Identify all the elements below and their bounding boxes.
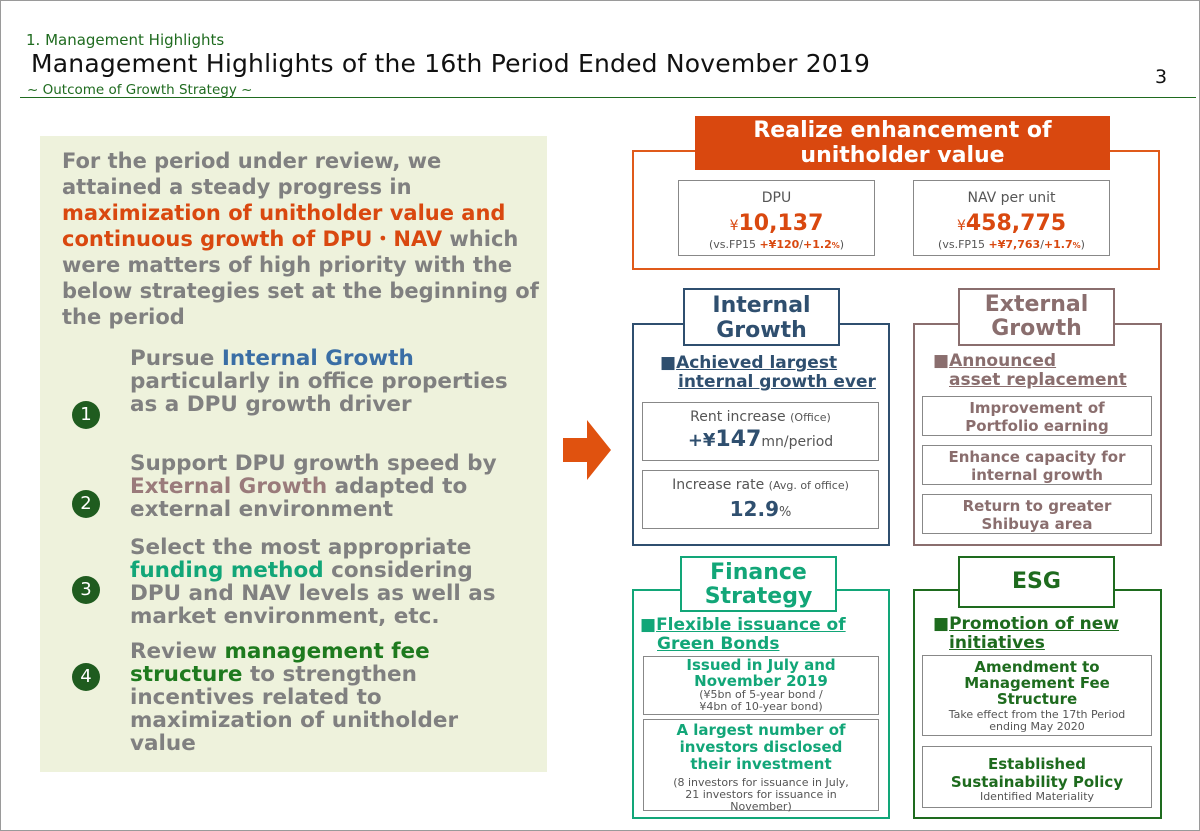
strategy-1-key: Internal Growth [221, 346, 414, 371]
nav-number: 458,775 [965, 211, 1067, 236]
title-divider [20, 97, 1196, 98]
increase-rate-value: 12.9% [729, 497, 792, 521]
nav-yen: ¥ [956, 218, 966, 234]
external-growth-bullet: ■Announced asset replacement [933, 351, 1127, 390]
dpu-value [679, 212, 874, 238]
rent-increase-value: +¥147mn/period [687, 427, 834, 452]
strategy-4 [130, 640, 530, 755]
internal-growth-title: Internal Growth [683, 288, 840, 346]
dpu-note: (vs.FP15 +¥120/+1.2%) [708, 238, 845, 251]
page-title: Management Highlights of the 16th Period Ended November 2019 [31, 49, 871, 78]
nav-label: NAV per unit [967, 190, 1056, 206]
strategy-2-pre: Support DPU growth speed by [130, 451, 497, 476]
section-label: 1. Management Highlights [26, 31, 225, 49]
dpu-label: DPU [761, 190, 792, 206]
strategy-2-key: External Growth [130, 474, 328, 499]
intro-text [62, 148, 542, 330]
strategy-1-pre: Pursue [130, 346, 222, 371]
finance-strategy-title: Finance Strategy [680, 556, 837, 612]
strategy-number-2: 2 [72, 490, 100, 518]
rent-increase-card: Rent increase (Office) +¥147mn/period [642, 402, 879, 461]
unitholder-header-line2: unitholder value [800, 143, 1005, 168]
external-item-1: Improvement of Portfolio earning [922, 396, 1152, 436]
investor-disclosure-card: A largest number of investors disclosed their investment (8 investors for issuance in July, 21 investors for issuance in November) [643, 719, 879, 811]
strategy-number-3: 3 [72, 576, 100, 604]
nav-card [913, 180, 1110, 256]
dpu-yen: ¥ [729, 218, 739, 234]
dpu-card [678, 180, 875, 256]
strategy-number-1: 1 [72, 401, 100, 429]
green-bond-issuance-card: Issued in July and November 2019 (¥5bn of 5-year bond / ¥4bn of 10-year bond) [643, 656, 879, 715]
internal-growth-bullet: ■Achieved largest internal growth ever [660, 353, 876, 392]
page-subtitle: ~ Outcome of Growth Strategy ~ [27, 82, 253, 98]
intro-highlight: maximization of unitholder value and continuous growth of DPU・NAV [62, 201, 506, 251]
esg-bullet: ■Promotion of new initiatives [933, 614, 1119, 653]
strategy-1-post: particularly in office properties as a DPU growth driver [130, 369, 508, 417]
strategy-2 [130, 452, 530, 521]
rent-increase-label: Rent increase [690, 409, 786, 425]
strategy-2-post: adapted to external environment [130, 474, 468, 522]
strategy-3-post: considering DPU and NAV levels as well as market environment, etc. [130, 558, 496, 629]
finance-bullet: ■Flexible issuance of Green Bonds [640, 615, 846, 654]
strategy-4-pre: Review [130, 639, 225, 664]
intro-line2: which were matters of high priority with the below strategies set at the beginning of the period [62, 227, 539, 329]
external-growth-title: External Growth [958, 288, 1115, 346]
fee-structure-card: Amendment to Management Fee Structure Take effect from the 17th Period ending May 2020 [922, 655, 1152, 736]
strategy-4-key: management fee structure [130, 639, 430, 687]
unitholder-value-header [695, 116, 1110, 170]
strategy-number-4: 4 [72, 663, 100, 691]
increase-rate-label: Increase rate [672, 477, 765, 493]
external-item-3: Return to greater Shibuya area [922, 494, 1152, 534]
strategy-3 [130, 536, 530, 628]
strategy-3-pre: Select the most appropriate [130, 535, 472, 560]
strategy-4-post: to strengthen incentives related to maximization of unitholder value [130, 662, 459, 756]
page-number: 3 [1155, 66, 1168, 88]
strategy-1 [130, 347, 530, 416]
strategy-3-key: funding method [130, 558, 324, 583]
increase-rate-card: Increase rate (Avg. of office) 12.9% [642, 470, 879, 529]
unitholder-header-line1: Realize enhancement of [753, 118, 1052, 143]
right-arrow-icon [563, 420, 611, 480]
dpu-number: 10,137 [738, 211, 824, 236]
esg-title: ESG [958, 556, 1115, 608]
external-item-2: Enhance capacity for internal growth [922, 445, 1152, 485]
sustainability-policy-card: Established Sustainability Policy Identified Materiality [922, 746, 1152, 808]
nav-note: (vs.FP15 +¥7,763/+1.7%) [938, 238, 1085, 251]
intro-line1: For the period under review, we attained a steady progress in [62, 149, 442, 199]
nav-value [914, 212, 1109, 238]
